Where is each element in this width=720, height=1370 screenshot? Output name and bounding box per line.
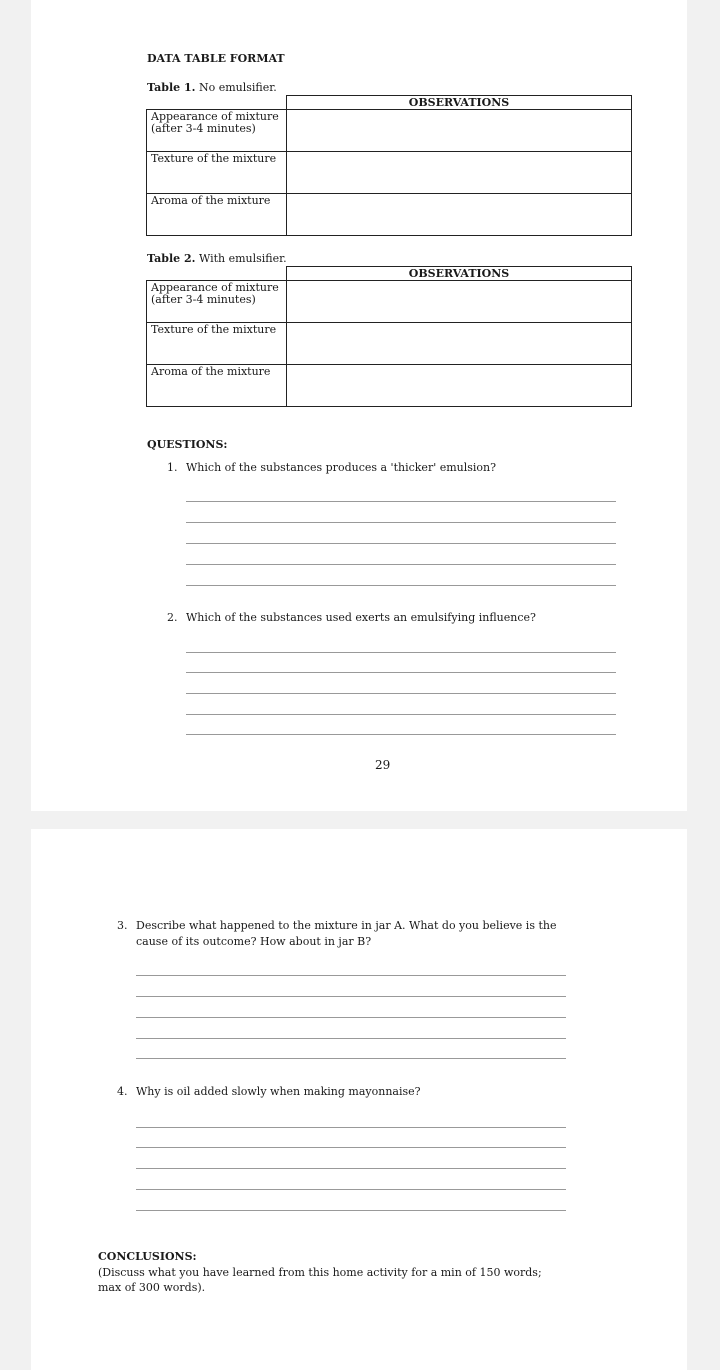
answer-line[interactable]: [136, 1168, 566, 1169]
table-2-caption: [147, 252, 287, 265]
question-2-number: 2.: [167, 611, 178, 624]
answer-line[interactable]: [136, 996, 566, 997]
answer-line[interactable]: [186, 543, 616, 544]
table-row-label: Appearance of mixture (after 3-4 minutes): [147, 110, 287, 152]
observation-cell[interactable]: [287, 365, 632, 407]
table-1-caption: [147, 81, 277, 94]
table-1-caption-label: Table 1.: [147, 81, 196, 94]
answer-line[interactable]: [186, 522, 616, 523]
answer-line[interactable]: [186, 652, 616, 653]
page-number: 29: [375, 758, 391, 772]
observation-cell[interactable]: [287, 152, 632, 194]
answer-line[interactable]: [186, 672, 616, 673]
answer-line[interactable]: [186, 564, 616, 565]
table-row-label: Aroma of the mixture: [147, 194, 287, 236]
answer-line[interactable]: [186, 693, 616, 694]
section-heading: DATA TABLE FORMAT: [147, 52, 285, 65]
questions-heading: QUESTIONS:: [147, 438, 228, 451]
question-4-text: Why is oil added slowly when making mayonnaise?: [136, 1085, 421, 1098]
answer-line[interactable]: [186, 501, 616, 502]
table-2-corner: [147, 267, 287, 281]
table-row-label: Texture of the mixture: [147, 152, 287, 194]
conclusions-instruction-line-1: (Discuss what you have learned from this home activity for a min of 150 words;: [98, 1266, 542, 1279]
table-2-caption-label: Table 2.: [147, 252, 196, 265]
table-row-label: Appearance of mixture (after 3-4 minutes): [147, 281, 287, 323]
conclusions-heading: CONCLUSIONS:: [98, 1250, 197, 1263]
answer-line[interactable]: [136, 1147, 566, 1148]
answer-line[interactable]: [136, 1127, 566, 1128]
observation-cell[interactable]: [287, 281, 632, 323]
document-page-1: [31, 0, 687, 811]
table-1-caption-text: No emulsifier.: [195, 81, 277, 94]
document-page-2: [31, 829, 687, 1370]
answer-line[interactable]: [186, 734, 616, 735]
answer-line[interactable]: [136, 975, 566, 976]
answer-line[interactable]: [136, 1210, 566, 1211]
question-1-number: 1.: [167, 461, 178, 474]
answer-line[interactable]: [186, 714, 616, 715]
observation-cell[interactable]: [287, 194, 632, 236]
question-3-number: 3.: [117, 919, 128, 932]
table-row: [147, 323, 632, 365]
observation-cell[interactable]: [287, 110, 632, 152]
table-row: [147, 365, 632, 407]
answer-line[interactable]: [136, 1017, 566, 1018]
question-4-number: 4.: [117, 1085, 128, 1098]
conclusions-instruction-line-2: max of 300 words).: [98, 1281, 206, 1294]
question-2-text: Which of the substances used exerts an emulsifying influence?: [186, 611, 536, 624]
table-row: [147, 152, 632, 194]
answer-line[interactable]: [136, 1189, 566, 1190]
question-3-text-line-2: cause of its outcome? How about in jar B?: [136, 935, 372, 948]
table-2: [146, 266, 632, 407]
answer-line[interactable]: [136, 1038, 566, 1039]
table-row-label: Texture of the mixture: [147, 323, 287, 365]
observation-cell[interactable]: [287, 323, 632, 365]
table-2-header: OBSERVATIONS: [287, 267, 632, 281]
table-row: [147, 194, 632, 236]
table-1-corner: [147, 96, 287, 110]
question-1-text: Which of the substances produces a 'thicker' emulsion?: [186, 461, 497, 474]
table-row-label: Aroma of the mixture: [147, 365, 287, 407]
table-1-header: OBSERVATIONS: [287, 96, 632, 110]
question-3-text-line-1: Describe what happened to the mixture in jar A. What do you believe is the: [136, 919, 557, 932]
table-2-caption-text: With emulsifier.: [195, 252, 287, 265]
table-row: [147, 281, 632, 323]
table-1: [146, 95, 632, 236]
answer-line[interactable]: [136, 1058, 566, 1059]
table-row: [147, 110, 632, 152]
answer-line[interactable]: [186, 585, 616, 586]
